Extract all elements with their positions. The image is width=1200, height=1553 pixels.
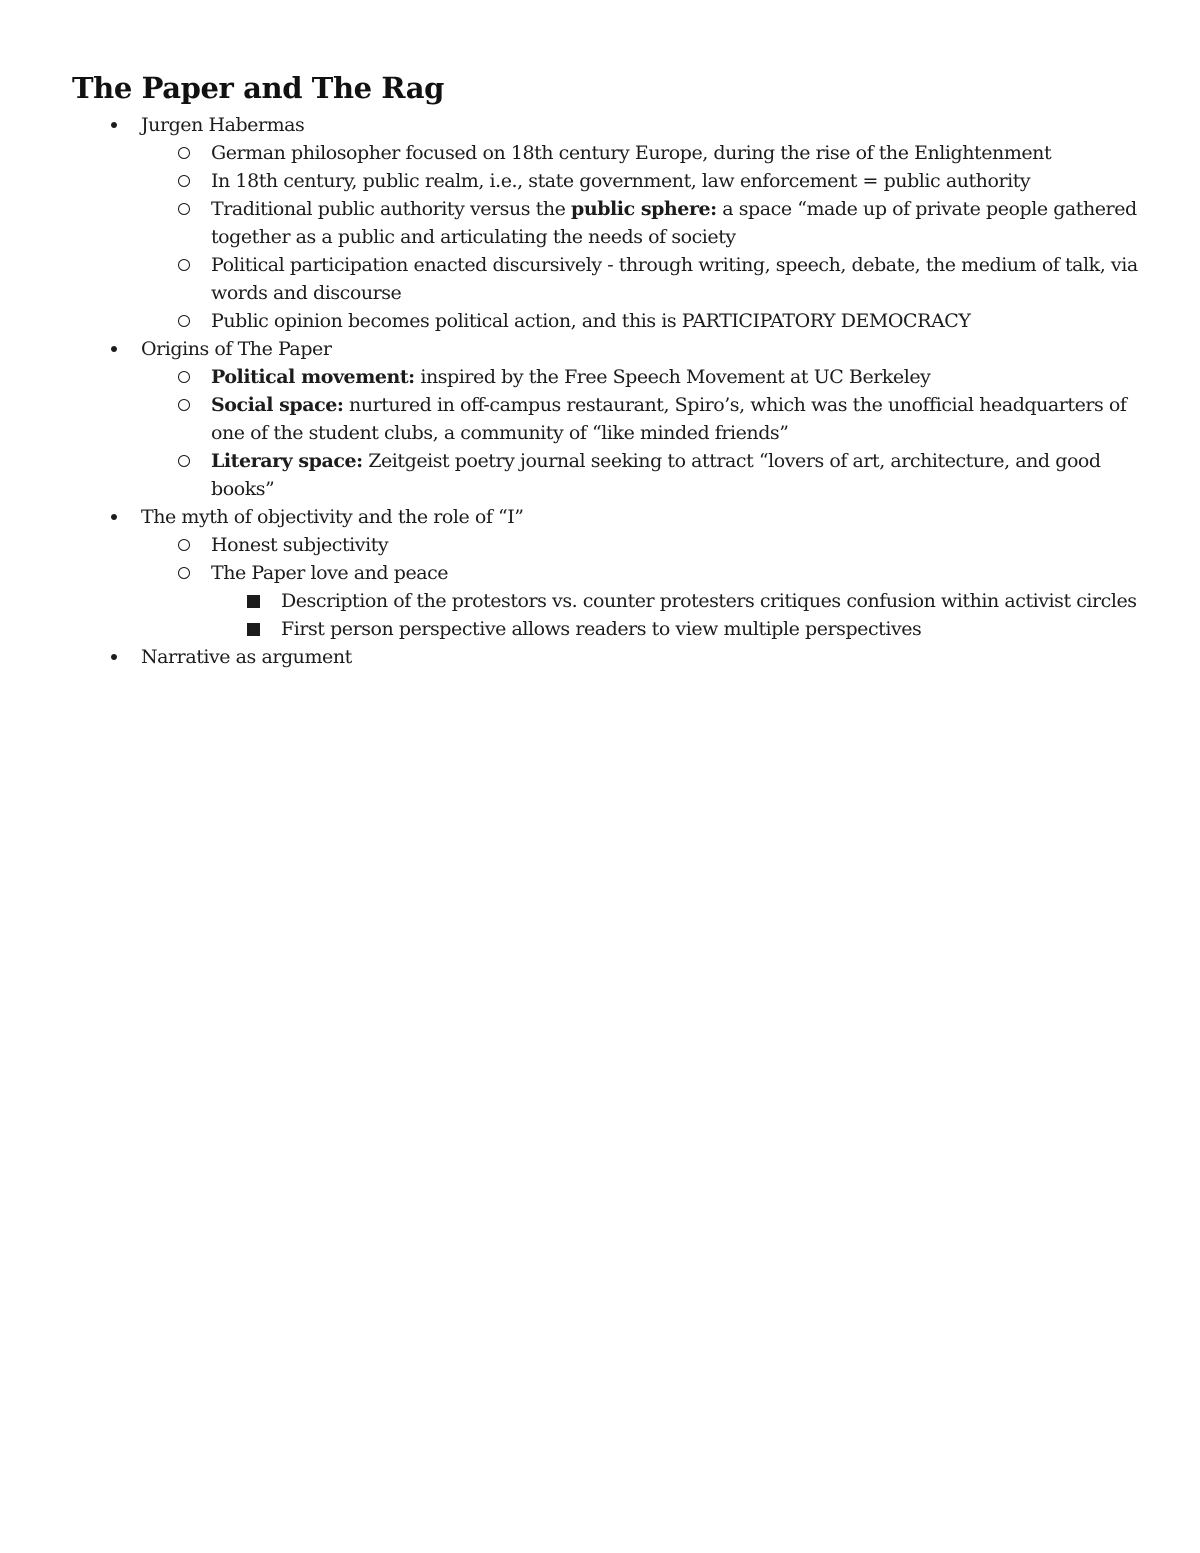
outline-list xyxy=(72,111,1140,671)
item-text: First person perspective allows readers to view multiple perspectives xyxy=(281,618,922,640)
list-item xyxy=(141,139,1140,167)
list-item xyxy=(141,559,1140,643)
list-item xyxy=(211,587,1140,615)
bullet-circle-icon xyxy=(178,315,190,327)
list-item xyxy=(141,363,1140,391)
bullet-circle-icon xyxy=(178,203,190,215)
list-item xyxy=(141,195,1140,251)
list-item xyxy=(141,167,1140,195)
item-text: In 18th century, public realm, i.e., state government, law enforcement = public authority xyxy=(211,170,1031,192)
list-item xyxy=(141,391,1140,447)
bullet-square-icon xyxy=(247,595,260,608)
item-term: Literary space: xyxy=(211,450,363,472)
item-term: Social space: xyxy=(211,394,344,416)
item-text-post: a space “made up of private people gathered together as a public and articulating the needs of society xyxy=(211,198,1137,248)
bullet-disc-icon xyxy=(111,514,117,520)
list-item xyxy=(141,251,1140,307)
bullet-disc-icon xyxy=(111,346,117,352)
bullet-disc-icon xyxy=(111,654,117,660)
item-text-post: Zeitgeist poetry journal seeking to attract “lovers of art, architecture, and good books” xyxy=(211,450,1101,500)
list-item xyxy=(72,643,1140,671)
bullet-circle-icon xyxy=(178,147,190,159)
list-item xyxy=(72,111,1140,335)
bullet-square-icon xyxy=(247,623,260,636)
bullet-circle-icon xyxy=(178,175,190,187)
item-text: Public opinion becomes political action, and this is PARTICIPATORY DEMOCRACY xyxy=(211,310,971,332)
item-text: Jurgen Habermas xyxy=(141,114,305,136)
item-text: German philosopher focused on 18th century Europe, during the rise of the Enlightenment xyxy=(211,142,1052,164)
bullet-circle-icon xyxy=(178,259,190,271)
list-item xyxy=(141,447,1140,503)
item-text-post: nurtured in off-campus restaurant, Spiro’s, which was the unofficial headquarters of one of the student clubs, a community of “like minded friends” xyxy=(211,394,1127,444)
item-term: public sphere: xyxy=(571,198,717,220)
item-text-post: inspired by the Free Speech Movement at UC Berkeley xyxy=(414,366,931,388)
bullet-disc-icon xyxy=(111,122,117,128)
item-text: Political participation enacted discursively - through writing, speech, debate, the medium of talk, via words and discourse xyxy=(211,254,1138,304)
bullet-circle-icon xyxy=(178,399,190,411)
bullet-circle-icon xyxy=(178,455,190,467)
sub-list xyxy=(141,363,1140,503)
bullet-circle-icon xyxy=(178,371,190,383)
item-text: The Paper love and peace xyxy=(211,562,449,584)
item-text-pre: Traditional public authority versus the xyxy=(211,198,571,220)
list-item xyxy=(72,503,1140,643)
item-text: The myth of objectivity and the role of “I” xyxy=(141,506,524,528)
page-title: The Paper and The Rag xyxy=(72,71,445,105)
sub-sub-list xyxy=(211,587,1140,643)
item-text: Origins of The Paper xyxy=(141,338,332,360)
list-item xyxy=(141,307,1140,335)
bullet-circle-icon xyxy=(178,567,190,579)
list-item xyxy=(211,615,1140,643)
item-term: Political movement: xyxy=(211,366,415,388)
bullet-circle-icon xyxy=(178,539,190,551)
item-text: Narrative as argument xyxy=(141,646,352,668)
item-text: Description of the protestors vs. counter protesters critiques confusion within activist circles xyxy=(281,590,1137,612)
list-item xyxy=(72,335,1140,503)
sub-list xyxy=(141,531,1140,643)
item-text: Honest subjectivity xyxy=(211,534,389,556)
sub-list xyxy=(141,139,1140,335)
list-item xyxy=(141,531,1140,559)
